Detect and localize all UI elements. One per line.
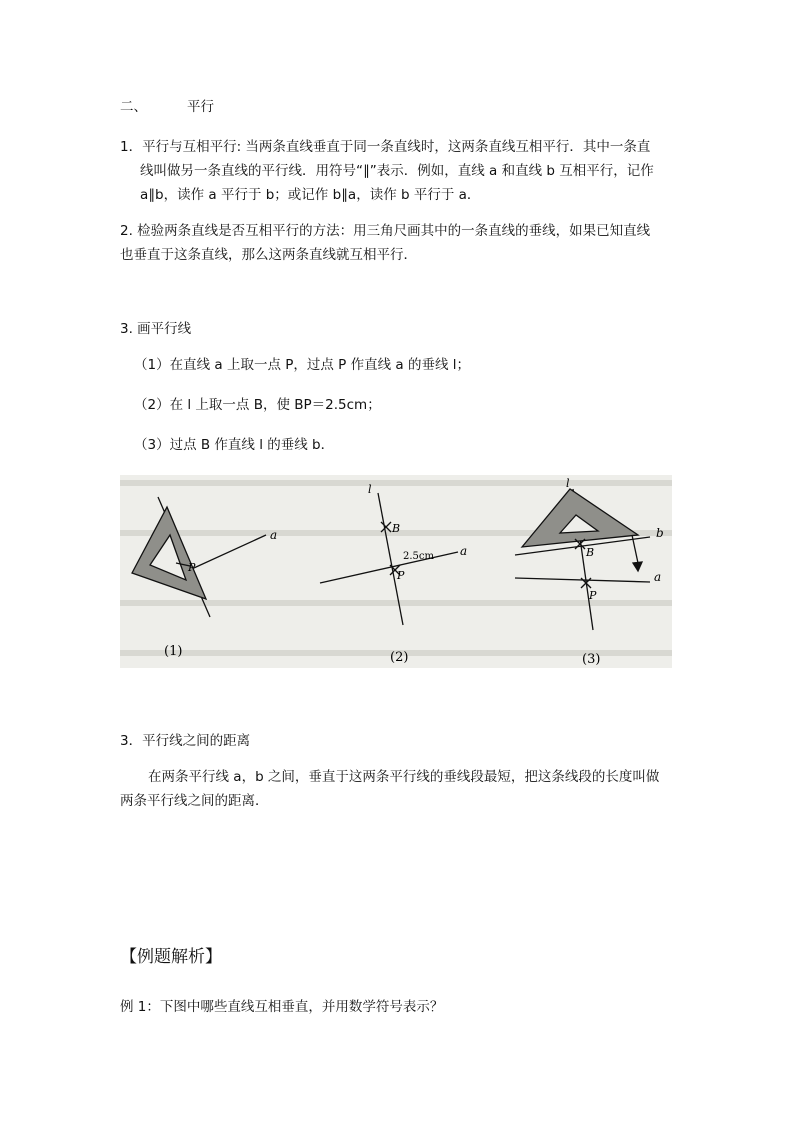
- para1-line2: 线叫做另一条直线的平行线．用符号“∥”表示．例如，直线 a 和直线 b 互相平行，记作: [140, 163, 654, 179]
- para4-line1: 在两条平行线 a，b 之间，垂直于这两条平行线的垂线段最短，把这条线段的长度叫做: [148, 769, 660, 785]
- section-number: 二、: [120, 99, 147, 115]
- panel2-label-B: B: [392, 522, 401, 535]
- para3-step3: （3）过点 B 作直线 l 的垂线 b．: [134, 437, 335, 453]
- construction-figure: [120, 475, 672, 668]
- example-question-1: 例 1：下图中哪些直线互相垂直，并用数学符号表示？: [120, 999, 444, 1015]
- figure-svg: [120, 475, 672, 668]
- section-heading: 平行: [187, 99, 214, 115]
- panel2-label-a: a: [460, 544, 468, 558]
- section-title: [120, 96, 680, 118]
- panel3-label-B: B: [586, 546, 595, 559]
- para3-step1: （1）在直线 a 上取一点 P，过点 P 作直线 a 的垂线 l；: [134, 357, 470, 373]
- para2-line2: 也垂直于这条直线，那么这两条直线就互相平行．: [120, 247, 417, 263]
- example-heading: 【例题解析】: [120, 947, 222, 967]
- panel1-caption: (1): [164, 644, 183, 659]
- panel3-caption: (3): [582, 652, 601, 667]
- para1-line3: a∥b，读作 a 平行于 b；或记作 b∥a，读作 b 平行于 a．: [140, 187, 481, 203]
- panel1-label-a: a: [270, 528, 278, 542]
- panel3-label-l: l: [566, 477, 570, 490]
- panel1-label-P: P: [188, 561, 196, 574]
- panel2-label-l: l: [368, 483, 372, 496]
- para4-line2: 两条平行线之间的距离．: [120, 793, 269, 809]
- panel2-caption: (2): [390, 650, 409, 665]
- para4-title: 3．平行线之间的距离: [120, 733, 251, 749]
- para3-title: 3. 画平行线: [120, 321, 192, 337]
- panel3-label-b: b: [656, 526, 664, 540]
- panel3-label-a: a: [654, 570, 662, 584]
- panel2-label-P: P: [397, 569, 405, 582]
- para3-step2: （2）在 l 上取一点 B，使 BP＝2.5cm；: [134, 397, 381, 413]
- panel2-label-length: 2.5cm: [403, 551, 434, 562]
- panel3-label-P: P: [589, 589, 597, 602]
- para1-line1: 1．平行与互相平行: 当两条直线垂直于同一条直线时，这两条直线互相平行．其中一条直: [120, 139, 651, 155]
- para2-line1: 2. 检验两条直线是否互相平行的方法：用三角尺画其中的一条直线的垂线，如果已知直线: [120, 223, 651, 239]
